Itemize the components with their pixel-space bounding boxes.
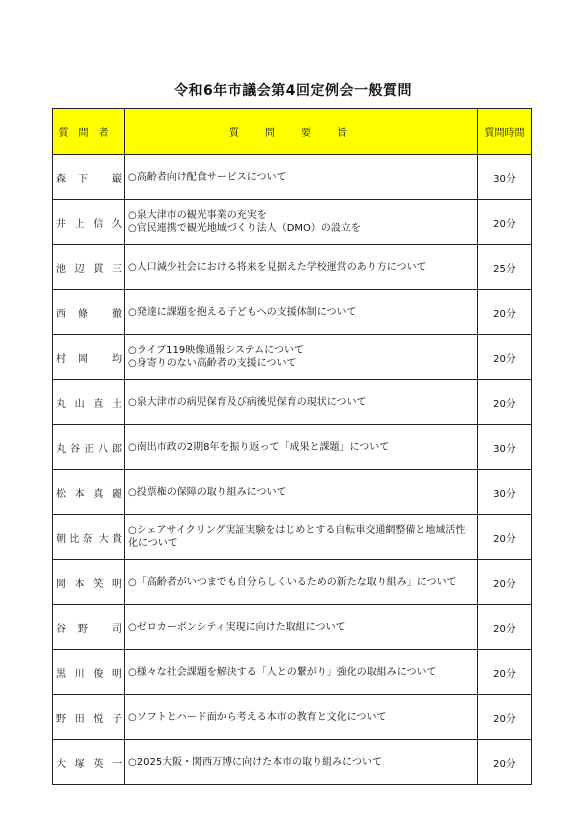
questioner-name-cell (53, 335, 125, 380)
name-char: 松 (56, 488, 66, 500)
name-char: 本 (74, 488, 85, 500)
question-topic: ○官民連携で観光地域づくり法人（DMO）の設立を (128, 223, 361, 234)
question-topic-cell (125, 155, 478, 200)
question-topic: ○投票権の保障の取り組みについて (128, 486, 287, 498)
questioner-name-cell (53, 470, 125, 515)
questioner-name-cell (53, 155, 125, 200)
name-char: 久 (111, 218, 122, 230)
question-time: 20分 (478, 650, 532, 695)
question-time: 20分 (478, 200, 532, 245)
name-char: 明 (111, 668, 122, 680)
name-char: 信 (93, 218, 104, 230)
name-char: 森 (56, 173, 66, 185)
questioner-name (56, 215, 122, 230)
question-topic: ○シェアサイクリング実証実験をはじめとする自転車交通網整備と地域活性化について (128, 525, 466, 549)
question-topic: ○様々な社会課題を解決する「人との繋がり」強化の取組みについて (128, 666, 437, 678)
question-topic-cell (125, 335, 478, 380)
table-row (53, 155, 532, 200)
question-time: 20分 (478, 695, 532, 740)
name-char: 塚 (74, 758, 85, 770)
question-topic-cell (125, 380, 478, 425)
name-char: 丸 (56, 398, 66, 410)
table-row (53, 605, 532, 650)
question-topic: ○泉大津市の病児保育及び病後児保育の現状について (128, 396, 367, 408)
name-char: 徹 (112, 308, 122, 320)
name-char: 八 (98, 443, 108, 455)
question-topic: ○ゼロカーボンシティ実現に向けた取組について (128, 621, 346, 633)
page-title: 令和6年市議会第4回定例会一般質問 (174, 83, 412, 99)
name-char: 奈 (82, 533, 93, 545)
question-time: 30分 (478, 470, 532, 515)
name-char: 笑 (93, 578, 104, 590)
name-char: 池 (56, 263, 66, 275)
questioner-name-cell (53, 200, 125, 245)
name-char: 郎 (112, 443, 122, 455)
name-char: 上 (74, 218, 85, 230)
question-time: 30分 (478, 425, 532, 470)
question-time: 20分 (478, 515, 532, 560)
name-char: 野 (78, 623, 88, 635)
question-topic-cell (125, 425, 478, 470)
table-row (53, 515, 532, 560)
question-topic: ○高齢者向け配食サービスについて (128, 171, 287, 183)
question-time: 20分 (478, 605, 532, 650)
question-topic-cell (125, 605, 478, 650)
table-row (53, 470, 532, 515)
name-char: 田 (74, 713, 85, 725)
question-time: 20分 (478, 560, 532, 605)
table-row (53, 245, 532, 290)
table-row (53, 290, 532, 335)
question-topic: ○身寄りのない高齢者の支援について (128, 358, 297, 369)
name-char: 悦 (93, 713, 104, 725)
name-char: 英 (93, 758, 104, 770)
table-header-row (53, 109, 532, 155)
name-char: 山 (74, 398, 85, 410)
name-char: 西 (56, 308, 66, 320)
questioner-name-cell (53, 605, 125, 650)
table-body (53, 155, 532, 785)
name-char: 岡 (56, 578, 66, 590)
name-char: 直 (93, 398, 104, 410)
name-char: 條 (78, 308, 88, 320)
name-char: 明 (111, 578, 122, 590)
questioner-name (56, 665, 122, 680)
name-char: 正 (84, 443, 94, 455)
name-char: 真 (93, 488, 104, 500)
question-topic-cell (125, 740, 478, 785)
question-time: 20分 (478, 290, 532, 335)
name-char: 川 (74, 668, 85, 680)
name-char: 黒 (56, 668, 66, 680)
question-topic-cell (125, 200, 478, 245)
name-char: 貫 (93, 263, 104, 275)
questioner-name-cell (53, 380, 125, 425)
table-row (53, 380, 532, 425)
table-row (53, 650, 532, 695)
question-topic: ○2025大阪・関西万博に向けた本市の取り組みについて (128, 756, 382, 768)
name-char: 野 (56, 713, 66, 725)
questioner-name-cell (53, 650, 125, 695)
question-topic-cell (125, 515, 478, 560)
name-char: 土 (111, 398, 122, 410)
questioner-name (56, 575, 122, 590)
question-topic: ○ソフトとハード面から考える本市の教育と文化について (128, 711, 387, 723)
question-topic: ○「高齢者がいつまでも自分らしくいるための新たな取り組み」について (128, 576, 457, 588)
table-row (53, 560, 532, 605)
name-char: 一 (111, 758, 122, 770)
name-char: 麗 (111, 488, 122, 500)
name-char: 辺 (74, 263, 85, 275)
question-topic: ○南出市政の2期8年を振り返って「成果と課題」について (128, 441, 390, 453)
header-topic: 質問要旨 (125, 109, 478, 155)
name-char: 均 (112, 353, 122, 365)
name-char: 村 (56, 353, 66, 365)
question-time: 30分 (478, 155, 532, 200)
questioner-name (56, 485, 122, 500)
table-row (53, 695, 532, 740)
question-topic-cell (125, 470, 478, 515)
question-topic-cell (125, 245, 478, 290)
question-time: 20分 (478, 335, 532, 380)
name-char: 司 (112, 623, 122, 635)
name-char: 下 (78, 173, 88, 185)
table-row (53, 335, 532, 380)
name-char: 巌 (112, 173, 122, 185)
name-char: 岡 (78, 353, 88, 365)
questioner-name (56, 620, 122, 635)
question-time: 20分 (478, 740, 532, 785)
name-char: 貴 (111, 533, 122, 545)
questioner-name (56, 305, 122, 320)
question-topic: ○泉大津市の観光事業の充実を (128, 210, 267, 221)
question-schedule-table (52, 108, 532, 785)
name-char: 子 (111, 713, 122, 725)
question-topic-cell (125, 290, 478, 335)
question-topic: ○ライブ119映像通報システムについて (128, 345, 305, 356)
questioner-name-cell (53, 560, 125, 605)
questioner-name (56, 395, 122, 410)
question-time: 20分 (478, 380, 532, 425)
questioner-name-cell (53, 695, 125, 740)
questioner-name-cell (53, 515, 125, 560)
table-row (53, 425, 532, 470)
name-char: 谷 (56, 623, 66, 635)
questioner-name (56, 710, 122, 725)
questioner-name-cell (53, 740, 125, 785)
questioner-name (56, 440, 122, 455)
name-char: 比 (69, 533, 80, 545)
name-char: 井 (56, 218, 66, 230)
questioner-name (56, 755, 122, 770)
name-char: 朝 (56, 533, 66, 545)
header-time: 質問時間 (478, 109, 532, 155)
question-topic-cell (125, 695, 478, 740)
question-topic-cell (125, 650, 478, 695)
questioner-name (56, 260, 122, 275)
name-char: 本 (74, 578, 85, 590)
questioner-name-cell (53, 245, 125, 290)
name-char: 大 (98, 533, 109, 545)
name-char: 俊 (93, 668, 104, 680)
header-questioner: 質問者 (53, 109, 125, 155)
questioner-name (56, 530, 122, 545)
question-topic: ○人口減少社会における将来を見据えた学校運営のあり方について (128, 261, 427, 273)
question-topic-cell (125, 560, 478, 605)
questioner-name (56, 350, 122, 365)
questioner-name (56, 170, 122, 185)
name-char: 三 (111, 263, 122, 275)
table-row (53, 200, 532, 245)
name-char: 丸 (56, 443, 66, 455)
question-time: 25分 (478, 245, 532, 290)
name-char: 谷 (70, 443, 80, 455)
question-topic: ○発達に課題を抱える子どもへの支援体制について (128, 306, 357, 318)
table-row (53, 740, 532, 785)
name-char: 大 (56, 758, 66, 770)
questioner-name-cell (53, 290, 125, 335)
questioner-name-cell (53, 425, 125, 470)
